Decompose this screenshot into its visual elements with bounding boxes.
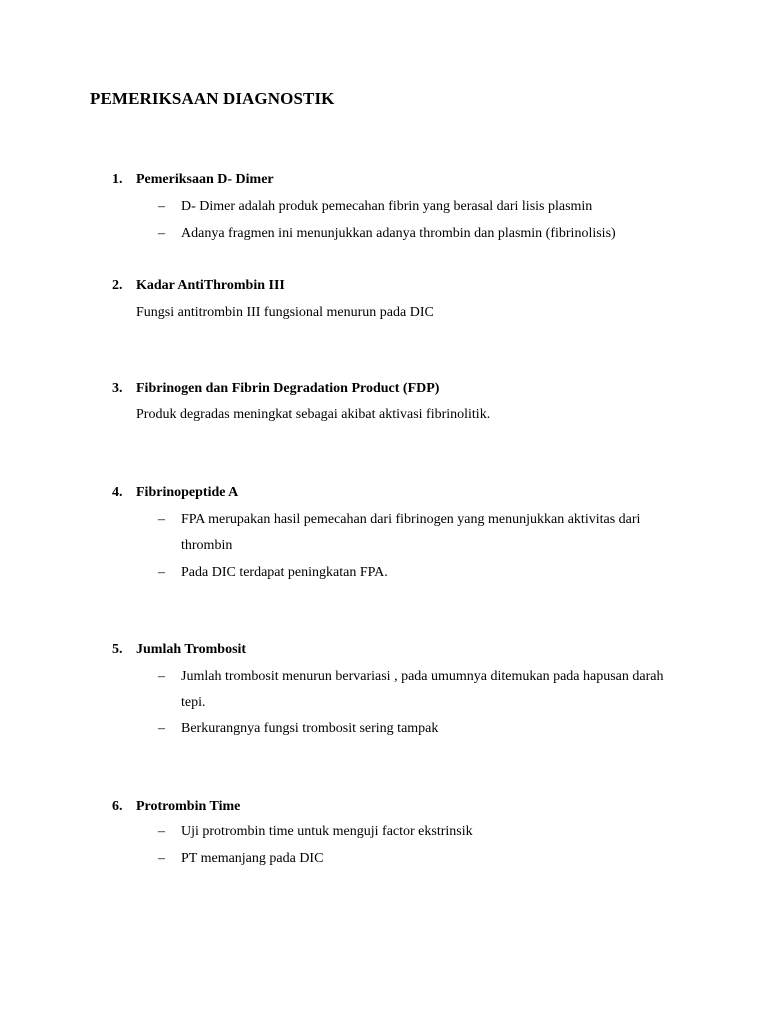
list-item-text: PT memanjang pada DIC [181,851,324,866]
section-heading [112,381,439,397]
section-number: 5. [112,642,123,657]
section-heading [112,799,240,815]
list-item-text: Jumlah trombosit menurun bervariasi , pada umumnya ditemukan pada hapusan darah tepi. [181,669,664,710]
list-item-text: FPA merupakan hasil pemecahan dari fibrinogen yang menunjukkan aktivitas dari thrombin [181,512,641,553]
section-heading [112,485,238,501]
section-heading [112,172,274,188]
section-number: 1. [112,172,123,187]
dash-bullet: – [158,199,165,214]
list-item-text: D- Dimer adalah produk pemecahan fibrin yang berasal dari lisis plasmin [181,199,593,214]
section-heading [112,278,285,294]
dash-bullet: – [158,226,165,241]
list-item [158,221,698,247]
list-item [158,819,698,845]
list-item [158,194,698,220]
list-item-text: Adanya fragmen ini menunjukkan adanya thrombin dan plasmin (fibrinolisis) [181,226,616,241]
section-number: 3. [112,381,123,396]
dash-bullet: – [158,565,165,580]
list-item-text: Berkurangnya fungsi trombosit sering tampak [181,721,439,736]
page-title: PEMERIKSAAN DIAGNOSTIK [90,89,335,108]
dash-bullet: – [158,512,165,527]
list-item-text: Uji protrombin time untuk menguji factor ekstrinsik [181,824,473,839]
dash-bullet: – [158,721,165,736]
list-item [158,716,698,742]
section-heading [112,642,246,658]
dash-bullet: – [158,669,165,684]
section-title: Pemeriksaan D- Dimer [136,172,274,187]
dash-bullet: – [158,824,165,839]
list-item [158,560,698,586]
section-text: Fungsi antitrombin III fungsional menurun pada DIC [136,305,434,320]
section-text: Produk degradas meningkat sebagai akibat aktivasi fibrinolitik. [136,407,491,422]
section-title: Protrombin Time [136,799,241,814]
list-item [158,507,698,559]
dash-bullet: – [158,851,165,866]
list-item [158,846,698,872]
section-title: Fibrinogen dan Fibrin Degradation Product (FDP) [136,381,440,396]
section-number: 2. [112,278,123,293]
section-number: 6. [112,799,123,814]
list-item-text: Pada DIC terdapat peningkatan FPA. [181,565,388,580]
section-title: Jumlah Trombosit [136,642,247,657]
section-title: Fibrinopeptide A [136,485,239,500]
list-item [158,664,698,716]
section-number: 4. [112,485,123,500]
section-title: Kadar AntiThrombin III [136,278,285,293]
